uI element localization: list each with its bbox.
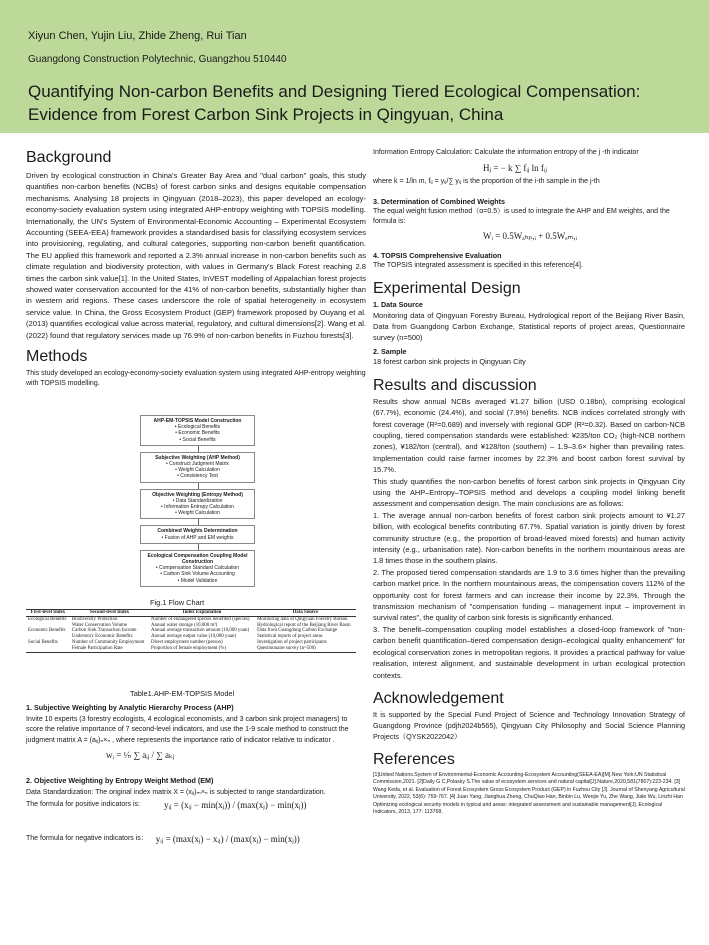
ahp-formula: wᵢ = ¹⁄ₙ ∑ aᵢⱼ / ∑ aₖⱼ <box>106 750 175 761</box>
combined-formula: Wᵢ = 0.5Wₐₕₚ,ᵢ + 0.5Wₑₘ,ᵢ <box>483 230 577 241</box>
results-paragraph-5: 3. The benefit–compensation coupling model establishes a closed-loop framework of "non-carbon benefit quantification–tiered compensation design–ecological quality enhancement" for ecological conservation zones in metropolitan regions. It provides a practical pathway for value realisation, interest alignment, and sustainable development in urban ecological protection contexts. <box>373 624 685 680</box>
table-row <box>26 616 356 622</box>
results-paragraph-3: 1. The average annual non-carbon benefits of forest carbon sink projects amount to ¥1.27 billion, with ecological benefits contributing 67.7%. Spatial variation is jointly driven by forest community structure (e.g., the proportion of broad-leaved mixed forests) and human activity intensity (e.g., urbanisation rate). Non-carbon benefits in the northern mountainous areas are 1.8 times those in the southern plains. <box>373 510 685 566</box>
acknowledgement-heading: Acknowledgement <box>373 689 504 707</box>
table-cell: Hydrological report of the Beijiang River Basin <box>257 622 351 628</box>
background-heading: Background <box>26 149 112 166</box>
sample-heading: 2. Sample <box>373 347 407 357</box>
topsis-heading: 4. TOPSIS Comprehensive Evaluation <box>373 250 502 260</box>
poster-title: Quantifying Non-carbon Benefits and Designing Tiered Ecological Compensation: Evidence from Forest Carbon Sink Projects in Qingyuan, China <box>28 82 641 124</box>
left-column <box>26 148 366 389</box>
ahp-heading: 1. Subjective Weighting by Analytic Hierarchy Process (AHP) <box>26 703 234 712</box>
fig1-caption: Fig.1 Flow Chart <box>150 598 205 607</box>
table-cell: Monitoring data of Qingyuan Forestry Bureau <box>257 616 348 622</box>
table-cell: Annual average transaction amount (10,000 yuan) <box>151 628 250 634</box>
table-cell: Proportion of female employment (%) <box>149 646 255 652</box>
table-cell: Annual average output value (10,000 yuan) <box>151 634 237 640</box>
em-heading: 2. Objective Weighting by Entropy Weight Method (EM) <box>26 775 214 785</box>
table-header-cell: Second-level Index <box>70 610 149 617</box>
combined-text: The equal weight fusion method（α=0.5）is used to integrate the AHP and EM weights, and the formula is: <box>373 207 670 226</box>
results-paragraph-1: Results show annual NCBs averaged ¥1.27 billion (USD 0.18bn), comprising ecological (67.7%), economic (24.4%), and social (7.9%) benefits. NCB indices correlated strongly with forest coverage (R²=0.689) and inversely with regional GDP (R²=0.32). Based on carbon-NCB coupling, tiered compensation standards were established: ¥235/ton CO₂ (high-NCB northern zones), ¥182/ton (central), and ¥128/ton (southern) – 1.9–3.6× higher than prevailing rates. Implementation could raise farmer incomes by 22.3% and boost carbon forest survival by 15.7%. <box>373 396 685 475</box>
flow-step <box>140 550 255 587</box>
flow-step-item: • Consistency Test <box>177 473 218 480</box>
table-cell: Statistical reports of project areas <box>257 634 323 640</box>
flow-step <box>140 415 255 446</box>
table-cell: Data from Guangdong Carbon Exchange <box>257 628 338 634</box>
results-heading: Results and discussion <box>373 376 537 394</box>
flow-chart <box>140 415 255 593</box>
combined-heading: 3. Determination of Combined Weights <box>373 196 506 206</box>
table-cell: Questionnaire survey (n=500) <box>255 646 356 652</box>
flow-step-title: Subjective Weighting (AHP Method) <box>155 454 240 461</box>
flow-step-title: Objective Weighting (Entropy Method) <box>152 491 243 498</box>
table-cell: Direct employment number (person) <box>151 639 223 645</box>
flow-step-item: • Information Entropy Calculation <box>161 504 234 511</box>
methods-heading: Methods <box>26 348 88 366</box>
topsis-text: The TOPSIS integrated assessment is specified in this reference[4]. <box>373 261 583 269</box>
em-text: Data Standardization: The original index matrix X = (xᵢⱼ)ₘ×ₙ is subjected to range standardization. <box>26 788 326 796</box>
table-header-cell: Data Source <box>255 610 356 617</box>
flow-step <box>140 452 255 483</box>
table-cell: Social Benefits <box>28 639 58 645</box>
positive-label: The formula for positive indicators is: <box>26 801 140 809</box>
positive-formula: yᵢⱼ = (xᵢⱼ − min(xⱼ)) / (max(xⱼ) − min(xⱼ)) <box>164 800 307 811</box>
flow-step-item: • Fusion of AHP and EM weights <box>161 534 234 541</box>
authors: Xiyun Chen, Yujin Liu, Zhide Zheng, Rui Tian <box>28 30 247 42</box>
data-source-heading: 1. Data Source <box>373 300 423 310</box>
where-text: where k = 1/ln m, fᵢⱼ = yᵢⱼ/∑ yᵢⱼ is the proportion of the i-th sample in the j-th <box>373 178 600 186</box>
sample-text: 18 forest carbon sink projects in Qingyuan City <box>373 357 526 367</box>
table-cell: Ecological Benefits <box>28 616 67 622</box>
index-table-wrap <box>26 609 356 653</box>
references-text: [1]United Nations.System of Environmental-Economic Accounting-Ecosystem Accounting(SEEA-EA)[M].New York:UN Statistical Commission,2021. [2]Daily G C,Polasky S.The value of ecosystem services and natural capital[J].Nature,2020,581(7807):223-234. [3] Wang Keda, et al. Evaluation of Forest Ecosystem Gross Ecosystem Product (GEP) in Fuzhou City [J]. Journal of Shenyang Agricultural University, 2022, 53(6): 759-767. [4] Juan Yang, Jianghua Zheng, ChuQiao Han, Binbin Lu, Wenjie Yu, Zhe Wang, Jiale Wu, Linzhi Han Optimizing ecological security models in typical arid areas: integrated assessment and sustainable management[J]. Ecological Indicators, 2013, 177: 113768. <box>373 771 685 815</box>
negative-label: The formula for negative indicators is： <box>26 835 148 843</box>
experimental-heading: Experimental Design <box>373 280 521 298</box>
flow-step <box>140 489 255 520</box>
flow-step-item: • Weight Calculation <box>175 467 220 474</box>
flow-step-item: • Compensation Standard Calculation <box>155 565 240 572</box>
table-cell: Investigation of project participants <box>257 639 327 645</box>
table-row <box>26 640 356 646</box>
entropy-formula: Hⱼ = − k ∑ fᵢⱼ ln fᵢⱼ <box>483 162 547 173</box>
data-source-text: Monitoring data of Qingyuan Forestry Bureau, Hydrological report of the Beijiang River Basin, Data from Guangdong Carbon Exchange, Statistical reports of project areas, Questionnaire survey (n=500) <box>373 311 685 343</box>
flow-step-item: • Construct Judgment Matrix <box>166 461 229 468</box>
table-cell: Number of Community Employment <box>71 639 145 645</box>
flow-step-item: • Data Standardization <box>172 497 223 504</box>
table-cell: Annual water storage (10,000 m³) <box>151 622 218 628</box>
flow-step-item: • Economic Benefits <box>175 430 220 437</box>
negative-formula: yᵢⱼ = (max(xⱼ) − xᵢⱼ) / (max(xⱼ) − min(xⱼ)) <box>155 834 300 845</box>
affiliation: Guangdong Construction Polytechnic, Guangzhou 510440 <box>28 54 287 65</box>
flow-step-title: AHP-EM-TOPSIS Model Construction <box>153 418 242 424</box>
results-paragraph-4: 2. The proposed tiered compensation standards are 1.9 to 3.6 times higher than the prevailing carbon market price. In the northern mountainous areas, the compensation covers 112% of the opportunity cost for forest farmers and can increase their income by 22.3%. Through the transmission mechanism of "compensation funding – management input – improvement in survival rates", the quality of carbon sink forests is significantly enhanced. <box>373 567 685 623</box>
table-cell: Female Participation Rate <box>70 646 149 652</box>
table-cell <box>26 646 70 652</box>
table-cell: Number of endangered species benefited (species) <box>151 616 250 622</box>
flow-step-title: Combined Weights Determination <box>157 528 238 535</box>
table-cell: Understory Economic Benefits <box>71 634 133 640</box>
entropy-text: Information Entropy Calculation: Calculate the information entropy of the j -th indicator <box>373 149 639 156</box>
background-text: Driven by ecological construction in China's Greater Bay Area and "dual carbon" goals, this study quantifies non-carbon benefits (NCBs) of forest carbon sinks and designs equitable compensation mechanisms. Analysing 18 projects in Qingyuan (2018–2023), this paper developed an ecology-economy-society evaluation system using integrated AHP-entropy weighting with TOPSIS modelling. Internationally, the UN's System of Environmental-Economic Accounting – Experimental Ecosystem Accounting (SEEA-EEA) framework provides a standardised basis for classifying ecosystem services into provisioning, regulating, and cultural categories, supporting non-carbon benefit quantification. The EU applied this framework and reported a 2.3% annual increase in non-carbon benefits such as climate regulation and biodiversity protection, with values in Germany's Black Forest reaching 2.8 times the carbon sink value[1]. In the United States, InVEST modelling of Appalachian forest projects showed water conservation accounted for the 41% of non-carbon benefits, substantially higher than in western arid regions. These cases underscore the role of spatial heterogeneity in ecosystem service value. In China, the Gross Ecosystem Product (GEP) framework proposed by Ouyang et al. (2013) quantifies ecological value across material, regulatory, and cultural dimensions[2]. Wang et al. (2022) found that regulatory services made up 76.9% of non-carbon benefits in Fuzhou forests[3]. <box>26 171 366 340</box>
table-cell: Biodiversity Protection <box>71 616 118 622</box>
table-header-cell: Index Explanation <box>149 610 255 617</box>
table-cell: Economic Benefits <box>28 628 66 634</box>
index-table <box>26 609 356 653</box>
flow-step <box>140 525 255 543</box>
header-banner <box>0 0 709 133</box>
ahp-text: Invite 10 experts (3 forestry ecologists, 4 ecological economists, and 3 carbon sink project managers) to score the relative importance of 7 second-level indicators, and use the 1-9 scale method to construct the judgment matrix A = (aᵢⱼ)ₙ×ₙ , where represents the importance ratio of indicator relative to indicator . <box>26 716 349 744</box>
table-cell: Water Conservation Volume <box>71 622 128 628</box>
methods-text: This study developed an ecology-economy-society evaluation system using integrated AHP-entropy weighting with TOPSIS modelling. <box>26 370 366 388</box>
table-row <box>26 646 356 652</box>
flow-step-title: Ecological Compensation Coupling Model Construction <box>147 552 248 566</box>
flow-step-item: • Weight Calculation <box>175 510 220 517</box>
right-column <box>373 148 685 816</box>
flow-step-item: • Model Validation <box>177 577 218 584</box>
flow-step-item: • Carbon Sink Volume Accounting <box>160 571 235 578</box>
table-cell: Carbon Sink Transaction Income <box>71 628 137 634</box>
table-header-cell: First-level Index <box>26 610 70 617</box>
flow-step-item: • Ecological Benefits <box>174 424 221 431</box>
table-caption: Table1.AHP-EM-TOPSIS Model <box>130 689 235 698</box>
acknowledgement-text: It is supported by the Special Fund Project of Science and Technology Innovation Strategy of Guangdong Province (pdjh2024b565), Qingyuan City Philosophy and Social Science Planning Projects（QYSK2022042） <box>373 709 685 741</box>
references-heading: References <box>373 750 455 768</box>
flow-step-item: • Social Benefits <box>179 436 216 443</box>
methods-details <box>26 702 366 845</box>
results-paragraph-2: This study quantifies the non-carbon benefits of forest carbon sink projects in Qingyuan City using the AHP–Entropy–TOPSIS method and develops a coupling model linking benefit assessment and compensation design. The main conclusions are as follows: <box>373 476 685 509</box>
